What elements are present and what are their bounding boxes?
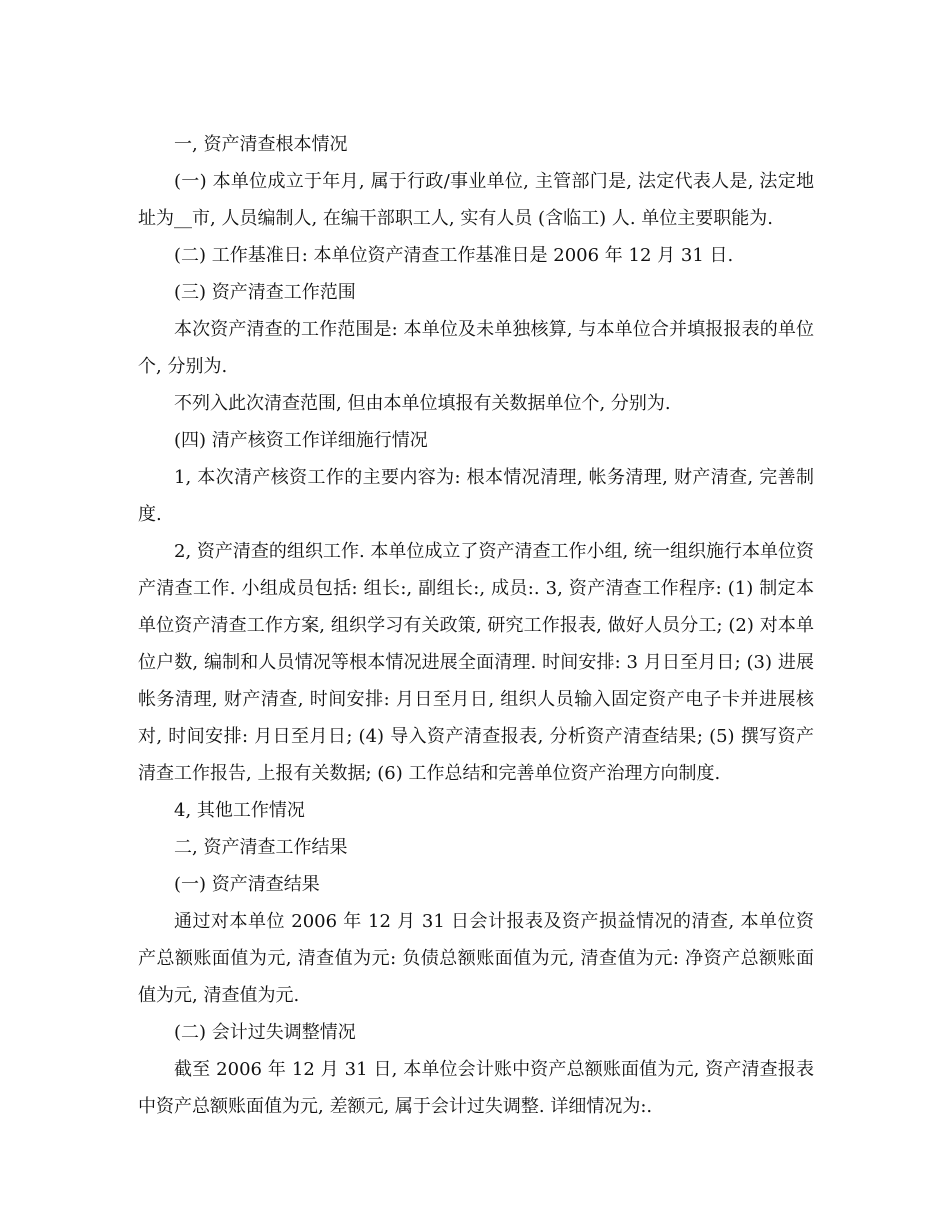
heading-section-2: 二, 资产清查工作结果 [174, 837, 348, 858]
paragraph-organization: 2, 资产清查的组织工作. 本单位成立了资产清查工作小组, 统一组织施行本单位资产清查工作. 小组成员包括: 组长:, 副组长:, 成员:. 3, 资产清查工作程序: (1) 制定本单位资产清查工作方案, 组织学习有关政策, 研究工作报表, 做好人员分工; (2) 对本单位户数, 编制和人员情况等根本情况进展全面清理. 时间安排: 3 月日至月日; (3) 进展帐务清理, 财产清查, 时间安排: 月日至月日, 组织人员输入固定资产电子卡并进展核对, 时间安排: 月日至月日; (4) 导入资产清查报表, 分析资产清查结果; (5) 撰写资产清查工作报告, 上报有关数据; (6) 工作总结和完善单位资产治理方向制度. [138, 541, 814, 784]
paragraph-excluded-scope: 不列入此次清查范围, 但由本单位填报有关数据单位个, 分别为. [174, 393, 671, 414]
paragraph-unit-basic-info: (一) 本单位成立于年月, 属于行政/事业单位, 主管部门是, 法定代表人是, 法定地址为__市, 人员编制人, 在编干部职工人, 实有人员 (含临工) 人. 单位主要职能为. [138, 171, 814, 229]
heading-results: (一) 资产清查结果 [174, 874, 320, 895]
heading-scope: (三) 资产清查工作范围 [174, 282, 356, 303]
heading-section-1: 一, 资产清查根本情况 [174, 134, 348, 155]
heading-implementation: (四) 清产核资工作详细施行情况 [174, 430, 428, 451]
paragraph-main-content: 1, 本次清产核资工作的主要内容为: 根本情况清理, 帐务清理, 财产清查, 完善制度. [138, 467, 814, 525]
paragraph-base-date: (二) 工作基准日: 本单位资产清查工作基准日是 2006 年 12 月 31 日. [174, 245, 734, 266]
paragraph-other-work: 4, 其他工作情况 [174, 800, 305, 821]
document-body [138, 126, 814, 1125]
paragraph-scope: 本次资产清查的工作范围是: 本单位及未单独核算, 与本单位合并填报报表的单位个, 分别为. [138, 319, 814, 377]
paragraph-accounting-adjustment: 截至 2006 年 12 月 31 日, 本单位会计账中资产总额账面值为元, 资产清查报表中资产总额账面值为元, 差额元, 属于会计过失调整. 详细情况为:. [138, 1059, 814, 1117]
paragraph-results: 通过对本单位 2006 年 12 月 31 日会计报表及资产损益情况的清查, 本单位资产总额账面值为元, 清查值为元: 负债总额账面值为元, 清查值为元: 净资产总额账面值为元, 清查值为元. [138, 911, 814, 1006]
heading-accounting-adjustment: (二) 会计过失调整情况 [174, 1022, 356, 1043]
